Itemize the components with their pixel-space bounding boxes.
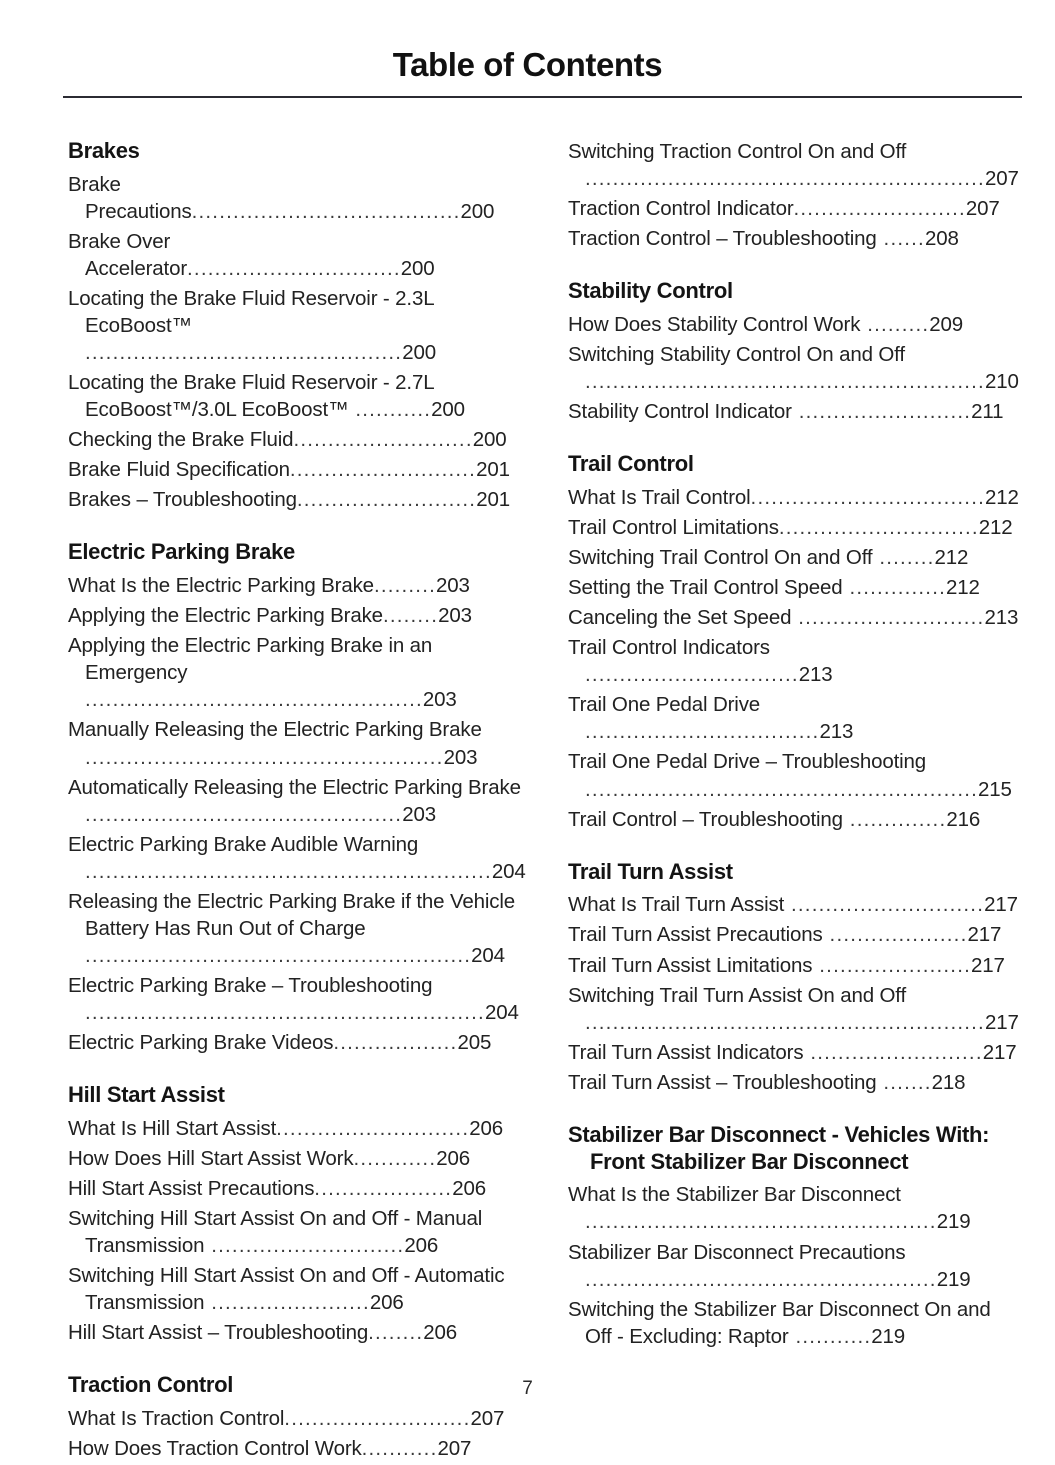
toc-entry-leader: ........................... bbox=[791, 606, 985, 630]
toc-entry-page: 206 bbox=[423, 1321, 458, 1345]
toc-entry-leader: ......... bbox=[860, 313, 930, 337]
toc-entry-leader: ............ bbox=[353, 1146, 437, 1170]
toc-entry-page: 217 bbox=[982, 1040, 1017, 1064]
toc-entry-title: What Is Trail Turn Assist bbox=[568, 893, 785, 917]
toc-entry-title: Manually Releasing the Electric Parking Brake bbox=[68, 718, 482, 742]
toc-entry-page: 213 bbox=[819, 720, 854, 744]
toc-entry-page: 219 bbox=[936, 1267, 971, 1291]
toc-entry-page: 204 bbox=[484, 1000, 519, 1024]
toc-entry[interactable] bbox=[568, 398, 1022, 425]
toc-entry[interactable] bbox=[68, 1175, 522, 1202]
toc-entry[interactable] bbox=[568, 691, 1022, 745]
toc-entry-title: Traction Control – Troubleshooting bbox=[568, 227, 877, 251]
toc-entry-leader: .............................................. bbox=[85, 341, 403, 365]
toc-entry-page: 208 bbox=[924, 227, 959, 251]
toc-entry-leader: ................................................... bbox=[585, 1267, 937, 1291]
toc-entry[interactable] bbox=[68, 572, 522, 599]
toc-section bbox=[568, 451, 1022, 832]
toc-entry[interactable] bbox=[68, 774, 522, 828]
toc-entry[interactable] bbox=[568, 806, 1022, 833]
toc-entry-title: Trail Turn Assist Indicators bbox=[568, 1040, 804, 1064]
toc-entry-title: Canceling the Set Speed bbox=[568, 606, 792, 630]
toc-entry-title: Electric Parking Brake Audible Warning bbox=[68, 832, 419, 856]
toc-entry-page: 204 bbox=[471, 943, 505, 967]
toc-section bbox=[68, 1082, 522, 1346]
toc-entry-title: Switching Stability Control On and Off bbox=[568, 343, 905, 367]
toc-entry-page: 206 bbox=[469, 1116, 503, 1140]
toc-entry-page: 213 bbox=[798, 663, 833, 687]
toc-entry-page: 206 bbox=[452, 1176, 486, 1200]
toc-entry[interactable] bbox=[568, 1181, 1022, 1235]
toc-entry-page: 215 bbox=[978, 777, 1012, 801]
toc-entry[interactable] bbox=[68, 228, 522, 282]
toc-entry-page: 219 bbox=[936, 1210, 971, 1234]
page-title: Table of Contents bbox=[392, 46, 663, 83]
toc-entry-leader: .............. bbox=[842, 807, 947, 831]
section-heading: Traction Control bbox=[68, 1372, 234, 1398]
toc-entry[interactable] bbox=[68, 1029, 522, 1056]
toc-entry[interactable] bbox=[568, 311, 1022, 338]
toc-entry-leader: .......................................................... bbox=[585, 370, 985, 394]
toc-entry-title: Traction Control Indicator bbox=[568, 197, 794, 221]
toc-entry-title: Brake Fluid Specification bbox=[68, 458, 290, 482]
toc-entry-leader: ................................................... bbox=[585, 1210, 937, 1234]
toc-entry-title: Applying the Electric Parking Brake bbox=[68, 604, 383, 628]
toc-entry-title: What Is Hill Start Assist bbox=[68, 1116, 277, 1140]
toc-entry[interactable] bbox=[568, 604, 1022, 631]
toc-section bbox=[68, 539, 526, 1056]
toc-entry-page: 200 bbox=[431, 398, 465, 422]
title-divider bbox=[63, 96, 1022, 98]
toc-entry-title: Switching Hill Start Assist On and Off - Automatic Transmission bbox=[68, 1264, 505, 1315]
toc-entry-page: 217 bbox=[967, 923, 1002, 947]
toc-entry-leader: ............................ bbox=[276, 1116, 470, 1140]
toc-entry-title: Hill Start Assist Precautions bbox=[68, 1176, 315, 1200]
toc-entry-page: 207 bbox=[984, 167, 1019, 191]
toc-entry-leader: .......................................................... bbox=[85, 1000, 485, 1024]
toc-entry-title: Switching Trail Turn Assist On and Off bbox=[568, 983, 907, 1007]
toc-entry[interactable] bbox=[568, 982, 1022, 1036]
toc-entry-title: Hill Start Assist – Troubleshooting bbox=[68, 1321, 369, 1345]
toc-entry-leader: .................... bbox=[822, 923, 968, 947]
toc-entry-page: 205 bbox=[457, 1030, 492, 1054]
toc-entry-title: Brakes – Troubleshooting bbox=[68, 488, 297, 512]
toc-entry[interactable] bbox=[568, 341, 1022, 395]
toc-columns bbox=[0, 138, 1055, 1465]
toc-entry-page: 207 bbox=[965, 197, 1000, 221]
toc-entry-leader: .......................................................... bbox=[585, 167, 985, 191]
toc-entry-page: 203 bbox=[436, 574, 470, 598]
toc-entry-leader: .......................... bbox=[293, 428, 473, 452]
toc-entry-leader: ....................................... bbox=[191, 199, 461, 223]
toc-entry-leader: ................................................. bbox=[85, 688, 423, 712]
toc-entry-page: 216 bbox=[946, 807, 981, 831]
toc-entry[interactable] bbox=[568, 225, 1022, 252]
toc-entry[interactable] bbox=[68, 1205, 522, 1259]
toc-entry-page: 218 bbox=[931, 1070, 966, 1094]
toc-entry-page: 212 bbox=[978, 516, 1013, 540]
toc-entry-leader: ........ bbox=[872, 546, 935, 570]
toc-entry[interactable] bbox=[68, 972, 522, 1026]
toc-entry-leader: .................................................... bbox=[85, 745, 444, 769]
toc-entry-page: 207 bbox=[437, 1437, 472, 1461]
toc-entry-leader: ............................... bbox=[187, 256, 401, 280]
section-heading: Trail Control bbox=[568, 451, 694, 477]
toc-entry-leader: ............................... bbox=[585, 663, 799, 687]
toc-entry-title: Setting the Trail Control Speed bbox=[568, 576, 843, 600]
toc-entry-title: Electric Parking Brake – Troubleshooting bbox=[68, 973, 433, 997]
toc-entry[interactable] bbox=[68, 1115, 522, 1142]
toc-entry-page: 200 bbox=[402, 341, 436, 365]
toc-entry-page: 213 bbox=[984, 606, 1019, 630]
toc-entry-leader: ............................. bbox=[778, 516, 979, 540]
toc-entry-leader: .......................... bbox=[296, 488, 477, 512]
toc-entry[interactable] bbox=[68, 1262, 522, 1316]
toc-entry-title: Stabilizer Bar Disconnect Precautions bbox=[568, 1240, 906, 1264]
toc-entry[interactable] bbox=[68, 456, 522, 483]
toc-entry-title: What Is the Electric Parking Brake bbox=[68, 574, 374, 598]
toc-entry-leader: ......................... bbox=[793, 197, 966, 221]
toc-entry-title: Electric Parking Brake Videos bbox=[68, 1030, 334, 1054]
toc-entry-title: Trail One Pedal Drive bbox=[568, 693, 761, 717]
page-number: 7 bbox=[522, 1378, 533, 1399]
toc-entry-leader: .............................................. bbox=[85, 802, 403, 826]
toc-entry-leader: ........................................................... bbox=[85, 859, 492, 883]
toc-entry-title: Releasing the Electric Parking Brake if the Vehicle Battery Has Run Out of Charge bbox=[68, 889, 516, 940]
toc-entry-leader: ....... bbox=[876, 1070, 932, 1094]
toc-entry-title: Trail Turn Assist Limitations bbox=[568, 953, 813, 977]
toc-entry[interactable] bbox=[568, 138, 1022, 192]
toc-entry-title: Locating the Brake Fluid Reservoir - 2.7L EcoBoost™/3.0L EcoBoost™ bbox=[68, 371, 434, 422]
toc-entry-title: Trail Control Indicators bbox=[568, 636, 770, 660]
section-heading: Stabilizer Bar Disconnect - Vehicles With: Front Stabilizer Bar Disconnect bbox=[568, 1121, 990, 1174]
toc-entry-title: Trail Control – Troubleshooting bbox=[568, 807, 843, 831]
toc-column-right bbox=[568, 138, 1022, 1465]
toc-entry-leader: .................................. bbox=[585, 720, 820, 744]
toc-section bbox=[568, 138, 1022, 252]
toc-entry[interactable] bbox=[68, 285, 522, 366]
section-heading: Brakes bbox=[68, 138, 140, 163]
toc-entry[interactable] bbox=[568, 891, 1022, 918]
toc-entry-title: Locating the Brake Fluid Reservoir - 2.3L EcoBoost™ bbox=[68, 287, 434, 338]
toc-entry[interactable] bbox=[68, 632, 522, 713]
toc-entry-leader: ........... bbox=[348, 398, 432, 422]
toc-entry-title: How Does Hill Start Assist Work bbox=[68, 1146, 354, 1170]
toc-entry[interactable] bbox=[568, 1069, 1022, 1096]
toc-entry-page: 200 bbox=[472, 428, 507, 452]
toc-entry-title: What Is Traction Control bbox=[68, 1407, 285, 1431]
toc-entry-page: 219 bbox=[871, 1324, 906, 1348]
toc-entry-title: Switching the Stabilizer Bar Disconnect On and Off - Excluding: Raptor bbox=[568, 1297, 991, 1348]
toc-entry-leader: ......................... bbox=[803, 1040, 983, 1064]
section-heading: Stability Control bbox=[568, 278, 733, 304]
toc-entry-title: How Does Traction Control Work bbox=[68, 1437, 362, 1461]
toc-entry-page: 210 bbox=[984, 370, 1019, 394]
toc-entry-title: Applying the Electric Parking Brake in an Emergency bbox=[68, 634, 433, 685]
toc-entry-page: 203 bbox=[422, 688, 457, 712]
toc-entry-leader: ...... bbox=[876, 227, 925, 251]
section-heading: Trail Turn Assist bbox=[568, 858, 733, 884]
toc-entry-title: What Is Trail Control bbox=[568, 486, 751, 510]
toc-entry-leader: ........................... bbox=[284, 1407, 471, 1431]
toc-entry-leader: .................... bbox=[314, 1176, 453, 1200]
toc-entry[interactable] bbox=[68, 1319, 522, 1346]
toc-entry-page: 204 bbox=[491, 859, 526, 883]
toc-section bbox=[568, 859, 1022, 1096]
toc-entry-title: Brake Precautions bbox=[68, 172, 192, 223]
section-heading: Hill Start Assist bbox=[68, 1082, 225, 1108]
toc-entry[interactable] bbox=[568, 544, 1022, 571]
toc-entry[interactable] bbox=[568, 484, 1022, 511]
toc-entry[interactable] bbox=[68, 426, 522, 453]
toc-entry-leader: ........................................................ bbox=[85, 943, 472, 967]
toc-entry-leader: ......................................................... bbox=[585, 777, 979, 801]
toc-entry-page: 207 bbox=[470, 1407, 505, 1431]
toc-entry-title: Trail Turn Assist – Troubleshooting bbox=[568, 1070, 877, 1094]
toc-entry-leader: .................................. bbox=[750, 486, 985, 510]
toc-entry-leader: ........... bbox=[788, 1324, 872, 1348]
toc-section bbox=[68, 138, 522, 513]
toc-entry-page: 200 bbox=[460, 199, 495, 223]
toc-entry-page: 206 bbox=[404, 1234, 439, 1258]
toc-entry[interactable] bbox=[68, 369, 522, 423]
toc-entry[interactable] bbox=[568, 1039, 1022, 1066]
toc-entry-leader: ........................... bbox=[289, 458, 477, 482]
toc-entry-leader: ........... bbox=[361, 1437, 438, 1461]
toc-entry[interactable] bbox=[68, 171, 522, 225]
toc-entry[interactable] bbox=[568, 952, 1022, 979]
toc-entry[interactable] bbox=[568, 1296, 1022, 1350]
toc-entry-page: 206 bbox=[436, 1146, 470, 1170]
toc-entry[interactable] bbox=[68, 1405, 522, 1432]
toc-entry-title: Automatically Releasing the Electric Parking Brake bbox=[68, 775, 521, 799]
toc-entry-title: What Is the Stabilizer Bar Disconnect bbox=[568, 1183, 901, 1207]
toc-entry-page: 217 bbox=[984, 893, 1018, 917]
toc-entry-title: Trail Turn Assist Precautions bbox=[568, 923, 823, 947]
toc-entry-title: Brake Over Accelerator bbox=[68, 229, 188, 280]
toc-entry-page: 200 bbox=[400, 256, 435, 280]
toc-entry[interactable] bbox=[568, 921, 1022, 948]
toc-entry-title: How Does Stability Control Work bbox=[568, 313, 861, 337]
toc-entry[interactable] bbox=[568, 1239, 1022, 1293]
toc-entry-page: 212 bbox=[985, 486, 1019, 510]
toc-entry-page: 211 bbox=[971, 400, 1004, 424]
toc-entry[interactable] bbox=[68, 486, 522, 513]
toc-entry[interactable] bbox=[568, 634, 1022, 688]
toc-entry-title: Stability Control Indicator bbox=[568, 400, 792, 424]
toc-column-left bbox=[68, 138, 526, 1465]
toc-entry[interactable] bbox=[568, 748, 1022, 802]
toc-entry-leader: ............................ bbox=[204, 1234, 405, 1258]
toc-entry-leader: .............. bbox=[842, 576, 946, 600]
toc-entry-leader: .................. bbox=[333, 1030, 458, 1054]
toc-entry-page: 206 bbox=[369, 1291, 404, 1315]
toc-entry-leader: ......... bbox=[373, 574, 436, 598]
section-heading: Electric Parking Brake bbox=[68, 539, 295, 565]
toc-entry-page: 201 bbox=[476, 458, 510, 482]
toc-section bbox=[568, 1122, 1022, 1350]
toc-entry-leader: ...................... bbox=[812, 953, 971, 977]
toc-entry-page: 217 bbox=[984, 1010, 1019, 1034]
toc-entry[interactable] bbox=[68, 716, 522, 770]
toc-entry-page: 203 bbox=[402, 802, 436, 826]
toc-entry-page: 212 bbox=[945, 576, 980, 600]
toc-entry[interactable] bbox=[568, 574, 1022, 601]
toc-entry[interactable] bbox=[568, 195, 1022, 222]
toc-entry-leader: ....................... bbox=[204, 1291, 370, 1315]
toc-entry[interactable] bbox=[68, 1145, 522, 1172]
toc-entry-title: Trail One Pedal Drive – Troubleshooting bbox=[568, 750, 927, 774]
toc-entry[interactable] bbox=[68, 831, 526, 885]
toc-entry-title: Trail Control Limitations bbox=[568, 516, 779, 540]
toc-entry-leader: ............................ bbox=[784, 893, 985, 917]
toc-entry-title: Checking the Brake Fluid bbox=[68, 428, 294, 452]
toc-entry-page: 212 bbox=[934, 546, 969, 570]
toc-entry[interactable] bbox=[68, 602, 522, 629]
toc-entry-leader: ......................... bbox=[791, 400, 972, 424]
toc-entry-title: Switching Traction Control On and Off bbox=[568, 140, 907, 163]
toc-entry-page: 209 bbox=[929, 313, 964, 337]
toc-entry-page: 201 bbox=[476, 488, 510, 512]
toc-entry[interactable] bbox=[68, 888, 522, 969]
toc-section bbox=[568, 278, 1022, 425]
toc-entry-leader: ........ bbox=[382, 604, 439, 628]
toc-entry-page: 203 bbox=[443, 745, 478, 769]
toc-entry-page: 203 bbox=[438, 604, 472, 628]
toc-entry-title: Switching Trail Control On and Off bbox=[568, 546, 873, 570]
toc-entry-title: Switching Hill Start Assist On and Off - Manual Transmission bbox=[68, 1206, 483, 1258]
toc-entry-leader: ........ bbox=[368, 1321, 424, 1345]
toc-entry[interactable] bbox=[568, 514, 1022, 541]
toc-entry[interactable] bbox=[68, 1435, 522, 1462]
toc-entry-leader: .......................................................... bbox=[585, 1010, 985, 1034]
toc-entry-page: 217 bbox=[971, 953, 1005, 977]
